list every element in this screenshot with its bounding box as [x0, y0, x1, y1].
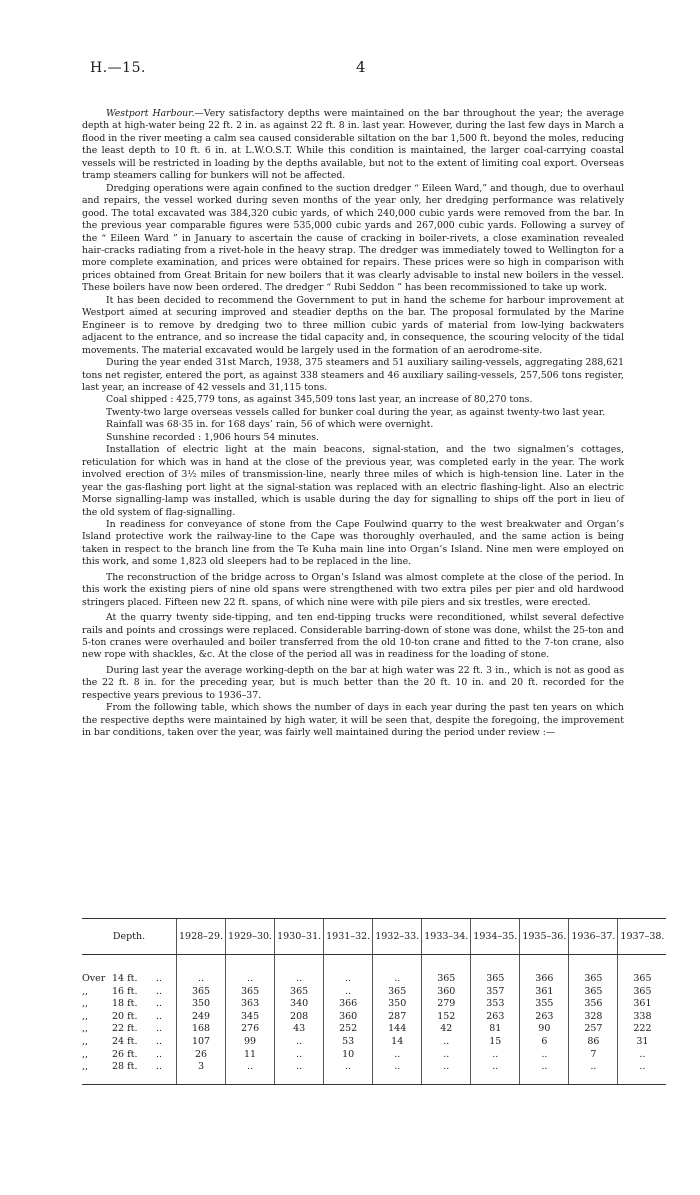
table-header-row — [82, 919, 666, 955]
day-count-cell: .. — [569, 1061, 618, 1084]
leader-dots: .. — [156, 1061, 163, 1073]
depth-label-cell — [82, 1061, 177, 1084]
day-count-cell: 361 — [618, 998, 667, 1011]
year-column-header: 1937–38. — [618, 919, 667, 955]
day-count-cell: .. — [422, 1036, 471, 1049]
day-count-cell: 257 — [569, 1023, 618, 1036]
day-count-cell: .. — [226, 1061, 275, 1084]
depth-value: 14 ft. — [112, 973, 138, 984]
table-row — [82, 1049, 666, 1062]
day-count-cell: 168 — [177, 1023, 226, 1036]
day-count-cell: 287 — [373, 1011, 422, 1024]
day-count-cell: .. — [373, 955, 422, 986]
depth-value: 16 ft. — [112, 985, 138, 997]
paragraph-dredging: Dredging operations were again confined to the suction dredger “ Eileen Ward,” and though, due to overhaul and repairs, the vessel worked during seven months of the year only, her dredging performance was relatively good. The total excavated was 384,320 cubic yards, of which 240,000 cubic yards were removed from the bar. In the previous year comparable figures were 535,000 cubic yards and 267,000 cubic yards. Following a survey of the “ Eileen Ward ” in January to ascertain the cause of cracking in boiler-rivets, a close examination revealed hair-cracks radiating from a rivet-hole in the heavy strap. The dredger was immediately towed to Wellington for a more complete examination, and prices were obtained for repairs. These prices were so high in comparison with prices obtained from Great Britain for new boilers that it was clearly advisable to instal new boilers in the vessel. These boilers have now been ordered. The dredger “ Rubi Seddon ” has been recommissioned to take up work. — [82, 182, 624, 294]
day-count-cell: .. — [520, 1049, 569, 1062]
paragraph-bunker-vessels: Twenty-two large overseas vessels called for bunker coal during the year, as against twenty-two last year. — [106, 406, 606, 418]
depth-label-cell — [82, 1036, 177, 1049]
section-heading: Westport Harbour. — [106, 108, 195, 119]
day-count-cell: .. — [520, 1061, 569, 1084]
year-column-header: 1931–32. — [324, 919, 373, 955]
day-count-cell: .. — [324, 955, 373, 986]
day-count-cell: 340 — [275, 998, 324, 1011]
day-count-cell: .. — [373, 1061, 422, 1084]
year-column-header: 1935–36. — [520, 919, 569, 955]
leader-dots: .. — [156, 998, 163, 1010]
depth-column-header: Depth. — [82, 919, 177, 955]
day-count-cell: 365 — [618, 955, 667, 986]
paragraph-coal-shipped: Coal shipped : 425,779 tons, as against 345,509 tons last year, an increase of 80,270 tons. — [106, 394, 533, 406]
depth-label-cell — [82, 1049, 177, 1062]
year-column-header: 1928–29. — [177, 919, 226, 955]
day-count-cell: 353 — [471, 998, 520, 1011]
day-count-cell: .. — [226, 955, 275, 986]
leader-dots: .. — [156, 1035, 163, 1047]
table-row — [82, 998, 666, 1011]
day-count-cell: 345 — [226, 1011, 275, 1024]
day-count-cell: 208 — [275, 1011, 324, 1024]
day-count-cell: 355 — [520, 998, 569, 1011]
day-count-cell: 365 — [471, 955, 520, 986]
leader-dots: .. — [156, 1023, 163, 1035]
day-count-cell: 263 — [471, 1011, 520, 1024]
day-count-cell: 365 — [569, 955, 618, 986]
day-count-cell: .. — [471, 1061, 520, 1084]
leader-dots: .. — [156, 1010, 163, 1022]
depth-prefix: ,, — [82, 1035, 89, 1047]
day-count-cell: 99 — [226, 1036, 275, 1049]
day-count-cell: 361 — [520, 986, 569, 999]
day-count-cell: 31 — [618, 1036, 667, 1049]
day-count-cell: .. — [422, 1049, 471, 1062]
day-count-cell: 365 — [618, 986, 667, 999]
day-count-cell: .. — [471, 1049, 520, 1062]
day-count-cell: 328 — [569, 1011, 618, 1024]
day-count-cell: 365 — [177, 986, 226, 999]
depth-prefix: Over — [82, 973, 106, 984]
page-number: 4 — [356, 58, 366, 76]
paragraph-westport-harbour: Westport Harbour.—Very satisfactory depths were maintained on the bar throughout the year; the average depth at high-water being 22 ft. 2 in. as against 22 ft. 8 in. last year. However, during the last few days in March a flood in the river meeting a calm sea caused considerable siltation on the bar 1,500 ft. beyond the moles, reducing the least depth to 10 ft. 6 in. at L.W.O.S.T. While this condition is maintained, the larger coal-carrying coastal vessels will be restricted in loading by the depths available, but not to the extent of limiting coal export. Overseas tramp steamers calling for bunkers will not be affected. — [82, 108, 624, 182]
day-count-cell: .. — [177, 955, 226, 986]
day-count-cell: 357 — [471, 986, 520, 999]
table-row — [82, 1023, 666, 1036]
day-count-cell: 365 — [275, 986, 324, 999]
leader-dots: .. — [156, 973, 163, 984]
day-count-cell: .. — [324, 986, 373, 999]
depth-value: 24 ft. — [112, 1035, 138, 1047]
depth-label-cell — [82, 998, 177, 1011]
year-column-header: 1936–37. — [569, 919, 618, 955]
day-count-cell: 42 — [422, 1023, 471, 1036]
year-column-header: 1930–31. — [275, 919, 324, 955]
depth-value: 20 ft. — [112, 1010, 138, 1022]
day-count-cell: 360 — [324, 1011, 373, 1024]
paragraph-sunshine: Sunshine recorded : 1,906 hours 54 minutes. — [106, 431, 319, 443]
day-count-cell: 11 — [226, 1049, 275, 1062]
table-row — [82, 1036, 666, 1049]
day-count-cell: 222 — [618, 1023, 667, 1036]
day-count-cell: 107 — [177, 1036, 226, 1049]
depth-label-cell — [82, 986, 177, 999]
paragraph-bridge-reconstruction: The reconstruction of the bridge across to Organ’s Island was almost complete at the close of the period. In this work the existing piers of nine old spans were strengthened with two extra piles per pier and old hardwood stringers placed. Fifteen new 22 ft. spans, of which nine were with pile piers and six trestles, were erected. — [82, 571, 624, 608]
day-count-cell: 152 — [422, 1011, 471, 1024]
day-count-cell: 10 — [324, 1049, 373, 1062]
depth-prefix: ,, — [82, 1048, 89, 1060]
day-count-cell: 365 — [569, 986, 618, 999]
day-count-cell: 263 — [520, 1011, 569, 1024]
day-count-cell: 14 — [373, 1036, 422, 1049]
depth-prefix: ,, — [82, 1061, 89, 1073]
day-count-cell: 6 — [520, 1036, 569, 1049]
day-count-cell: 144 — [373, 1023, 422, 1036]
parliamentary-paper-reference: H.—15. — [90, 60, 146, 76]
day-count-cell: 365 — [422, 955, 471, 986]
day-count-cell: 43 — [275, 1023, 324, 1036]
depth-label-cell — [82, 1023, 177, 1036]
bar-depth-table — [82, 918, 666, 1085]
depth-prefix: ,, — [82, 1010, 89, 1022]
day-count-cell: 365 — [226, 986, 275, 999]
day-count-cell: 15 — [471, 1036, 520, 1049]
day-count-cell: .. — [275, 1036, 324, 1049]
day-count-cell: 366 — [520, 955, 569, 986]
year-column-header: 1932–33. — [373, 919, 422, 955]
depth-label-cell — [82, 1011, 177, 1024]
year-column-header: 1934–35. — [471, 919, 520, 955]
report-body — [82, 108, 624, 740]
depth-value: 18 ft. — [112, 998, 138, 1010]
leader-dots: .. — [156, 1048, 163, 1060]
day-count-cell: .. — [275, 1049, 324, 1062]
day-count-cell: 279 — [422, 998, 471, 1011]
day-count-cell: 350 — [177, 998, 226, 1011]
depth-value: 26 ft. — [112, 1048, 138, 1060]
depth-prefix: ,, — [82, 998, 89, 1010]
day-count-cell: .. — [618, 1049, 667, 1062]
day-count-cell: 276 — [226, 1023, 275, 1036]
year-column-header: 1929–30. — [226, 919, 275, 955]
paragraph-harbour-improvement: It has been decided to recommend the Government to put in hand the scheme for harbour improvement at Westport aimed at securing improved and steadier depths on the bar. The proposal formulated by the Marine Engineer is to remove by dredging two to three million cubic yards of material from low-lying backwaters adjacent to the entrance, and so increase the tidal capacity and, in consequence, the scouring velocity of the tidal movements. The material excavated would be largely used in the formation of an aerodrome-site. — [82, 294, 624, 356]
year-column-header: 1933–34. — [422, 919, 471, 955]
paragraph-rainfall: Rainfall was 68·35 in. for 168 days’ rain, 56 of which were overnight. — [106, 419, 434, 431]
day-count-cell: 252 — [324, 1023, 373, 1036]
depth-prefix: ,, — [82, 985, 89, 997]
day-count-cell: 366 — [324, 998, 373, 1011]
depth-prefix: ,, — [82, 1023, 89, 1035]
table-row — [82, 1011, 666, 1024]
day-count-cell: .. — [324, 1061, 373, 1084]
depth-value: 28 ft. — [112, 1061, 138, 1073]
day-count-cell: 86 — [569, 1036, 618, 1049]
day-count-cell: 350 — [373, 998, 422, 1011]
day-count-cell: 7 — [569, 1049, 618, 1062]
paragraph-railway-line: In readiness for conveyance of stone from the Cape Foulwind quarry to the west breakwater and Organ’s Island protective work the railway-line to the Cape was thoroughly overhauled, and the same action is being taken in respect to the branch line from the Te Kuha main line into Organ’s Island. Nine men were employed on this work, and some 1,823 old sleepers had to be replaced in the line. — [82, 518, 624, 568]
depth-label-cell — [82, 955, 177, 986]
day-count-cell: .. — [618, 1061, 667, 1084]
day-count-cell: 90 — [520, 1023, 569, 1036]
day-count-cell: .. — [373, 1049, 422, 1062]
table-row — [82, 986, 666, 999]
day-count-cell: 363 — [226, 998, 275, 1011]
day-count-cell: 360 — [422, 986, 471, 999]
day-count-cell: 26 — [177, 1049, 226, 1062]
day-count-cell: 3 — [177, 1061, 226, 1084]
day-count-cell: 338 — [618, 1011, 667, 1024]
day-count-cell: 53 — [324, 1036, 373, 1049]
day-count-cell: 365 — [373, 986, 422, 999]
paragraph-working-depth: During last year the average working-depth on the bar at high water was 22 ft. 3 in., which is not as good as the 22 ft. 8 in. for the preceding year, but is much better than the 20 ft. 10 in. and 20 ft. recorded for the respective years previous to 1936–37. — [82, 664, 624, 701]
paragraph-quarry: At the quarry twenty side-tipping, and ten end-tipping trucks were reconditioned, whilst several defective rails and points and crossings were replaced. Considerable barring-down of stone was done, whilst the 25-ton and 5-ton cranes were overhauled and boiler transferred from the old 10-ton crane and fitted to the 7-ton crane, also new rope with shackles, &c. At the close of the period all was in readiness for the loading of stone. — [82, 612, 624, 661]
paragraph-shipping-statistics: During the year ended 31st March, 1938, 375 steamers and 51 auxiliary sailing-vessels, aggregating 288,621 tons net register, entered the port, as against 338 steamers and 46 auxiliary sailing-vessels, 257,506 tons register, last year, an increase of 42 vessels and 31,115 tons. — [82, 357, 624, 393]
day-count-cell: .. — [275, 955, 324, 986]
paragraph-electric-light: Installation of electric light at the main beacons, signal-station, and the two signalmen’s cottages, reticulation for which was in hand at the close of the previous year, was completed early in the year. The work involved erection of 3½ miles of transmission-line, nearly three miles of which is high-tension line. Later in the year the gas-flashing port light at the signal-station was replaced with an electric flashing-light. Also an electric Morse signalling-lamp was installed, which is usable during the day for signalling to ships off the port in lieu of the old system of flag-signalling. — [82, 444, 624, 518]
depth-value: 22 ft. — [112, 1023, 138, 1035]
day-count-cell: 356 — [569, 998, 618, 1011]
day-count-cell: .. — [422, 1061, 471, 1084]
paragraph-table-intro: From the following table, which shows the number of days in each year during the past ten years on which the respective depths were maintained by high water, it will be seen that, despite the foregoing, the improvement in bar conditions, taken over the year, was fairly well maintained during the period under review :— — [82, 702, 624, 739]
leader-dots: .. — [156, 985, 163, 997]
table-body — [82, 955, 666, 1085]
table-row — [82, 1061, 666, 1084]
day-count-cell: 249 — [177, 1011, 226, 1024]
day-count-cell: 81 — [471, 1023, 520, 1036]
table-row — [82, 955, 666, 986]
day-count-cell: .. — [275, 1061, 324, 1084]
